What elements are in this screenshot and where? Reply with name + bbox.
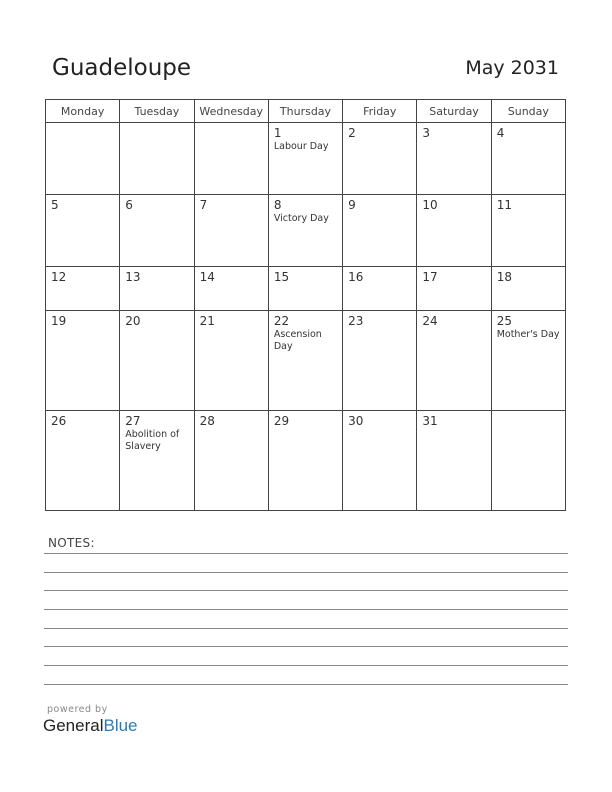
holiday-label: Ascension Day <box>273 329 322 353</box>
day-cell <box>194 311 268 411</box>
month-label: May 2031 <box>465 57 559 79</box>
day-cell <box>120 267 194 311</box>
day-cell <box>343 195 417 267</box>
day-cell <box>343 123 417 195</box>
day-number: 8 <box>273 198 282 213</box>
day-cell <box>417 195 491 267</box>
day-number: 18 <box>496 270 512 285</box>
day-number: 4 <box>496 126 505 140</box>
day-cell <box>120 195 194 267</box>
note-line <box>44 646 568 647</box>
day-number: 10 <box>422 198 438 213</box>
weekday-header: Wednesday <box>194 100 268 123</box>
day-cell <box>491 311 565 411</box>
day-cell <box>417 267 491 311</box>
day-number: 1 <box>273 126 282 140</box>
day-number: 16 <box>348 270 364 285</box>
day-cell <box>491 411 565 511</box>
day-cell <box>46 195 120 267</box>
day-number: 12 <box>51 270 67 285</box>
day-number: 28 <box>199 414 215 429</box>
day-number: 2 <box>348 126 356 140</box>
powered-by-text: powered by <box>47 704 108 715</box>
logo-general: General <box>43 716 104 735</box>
day-number: 20 <box>125 314 141 329</box>
day-number: 26 <box>51 414 67 429</box>
day-cell <box>268 123 342 195</box>
holiday-label: Abolition of Slavery <box>125 429 180 453</box>
day-number: 27 <box>125 414 141 429</box>
day-cell <box>491 123 565 195</box>
day-number: 21 <box>199 314 215 329</box>
weekday-header: Sunday <box>491 100 565 123</box>
note-line <box>44 609 568 610</box>
day-cell <box>343 311 417 411</box>
day-cell <box>417 411 491 511</box>
day-number: 15 <box>273 270 290 285</box>
day-cell <box>120 411 194 511</box>
day-cell <box>268 267 342 311</box>
day-cell <box>194 123 268 195</box>
day-number: 5 <box>51 198 59 213</box>
weekday-header: Saturday <box>417 100 491 123</box>
day-cell <box>120 311 194 411</box>
note-line <box>44 553 568 554</box>
week-row <box>46 123 566 195</box>
day-cell <box>268 195 342 267</box>
day-number: 13 <box>125 270 141 285</box>
generalblue-logo <box>43 716 138 736</box>
day-cell <box>120 123 194 195</box>
week-row <box>46 195 566 267</box>
logo-blue: Blue <box>103 716 138 735</box>
day-number: 31 <box>422 414 438 429</box>
day-number: 29 <box>273 414 290 429</box>
note-line <box>44 684 568 685</box>
day-cell <box>491 267 565 311</box>
weekday-header: Tuesday <box>120 100 194 123</box>
day-cell <box>268 311 342 411</box>
note-line <box>44 628 568 629</box>
week-row <box>46 267 566 311</box>
day-cell <box>343 411 417 511</box>
day-cell <box>491 195 565 267</box>
day-number: 23 <box>348 314 364 329</box>
day-cell <box>194 267 268 311</box>
day-number: 14 <box>199 270 215 285</box>
day-number: 3 <box>422 126 431 140</box>
weekday-header: Thursday <box>268 100 342 123</box>
day-number: 19 <box>51 314 67 329</box>
day-cell <box>46 267 120 311</box>
day-cell <box>417 311 491 411</box>
weekday-header-row <box>46 100 566 123</box>
day-number: 9 <box>348 198 356 213</box>
day-cell <box>46 123 120 195</box>
day-number: 30 <box>348 414 364 429</box>
holiday-label: Victory Day <box>273 213 329 225</box>
note-line <box>44 665 568 666</box>
day-number: 7 <box>199 198 208 213</box>
day-number: 24 <box>422 314 438 329</box>
day-number: 17 <box>422 270 438 285</box>
week-row <box>46 311 566 411</box>
day-number: 11 <box>496 198 512 213</box>
calendar-grid <box>45 99 566 511</box>
day-number: 25 <box>496 314 512 329</box>
day-cell <box>268 411 342 511</box>
day-cell <box>343 267 417 311</box>
day-cell <box>46 311 120 411</box>
day-cell <box>194 195 268 267</box>
notes-label: NOTES: <box>48 536 95 550</box>
day-cell <box>194 411 268 511</box>
weekday-header: Friday <box>343 100 417 123</box>
day-cell <box>417 123 491 195</box>
note-line <box>44 590 568 591</box>
day-number: 6 <box>125 198 133 213</box>
calendar-title: Guadeloupe <box>52 55 192 81</box>
holiday-label: Labour Day <box>273 141 329 152</box>
week-row <box>46 411 566 511</box>
weekday-header: Monday <box>46 100 120 123</box>
day-cell <box>46 411 120 511</box>
note-line <box>44 572 568 573</box>
day-number: 22 <box>273 314 290 329</box>
holiday-label: Mother's Day <box>496 329 560 341</box>
